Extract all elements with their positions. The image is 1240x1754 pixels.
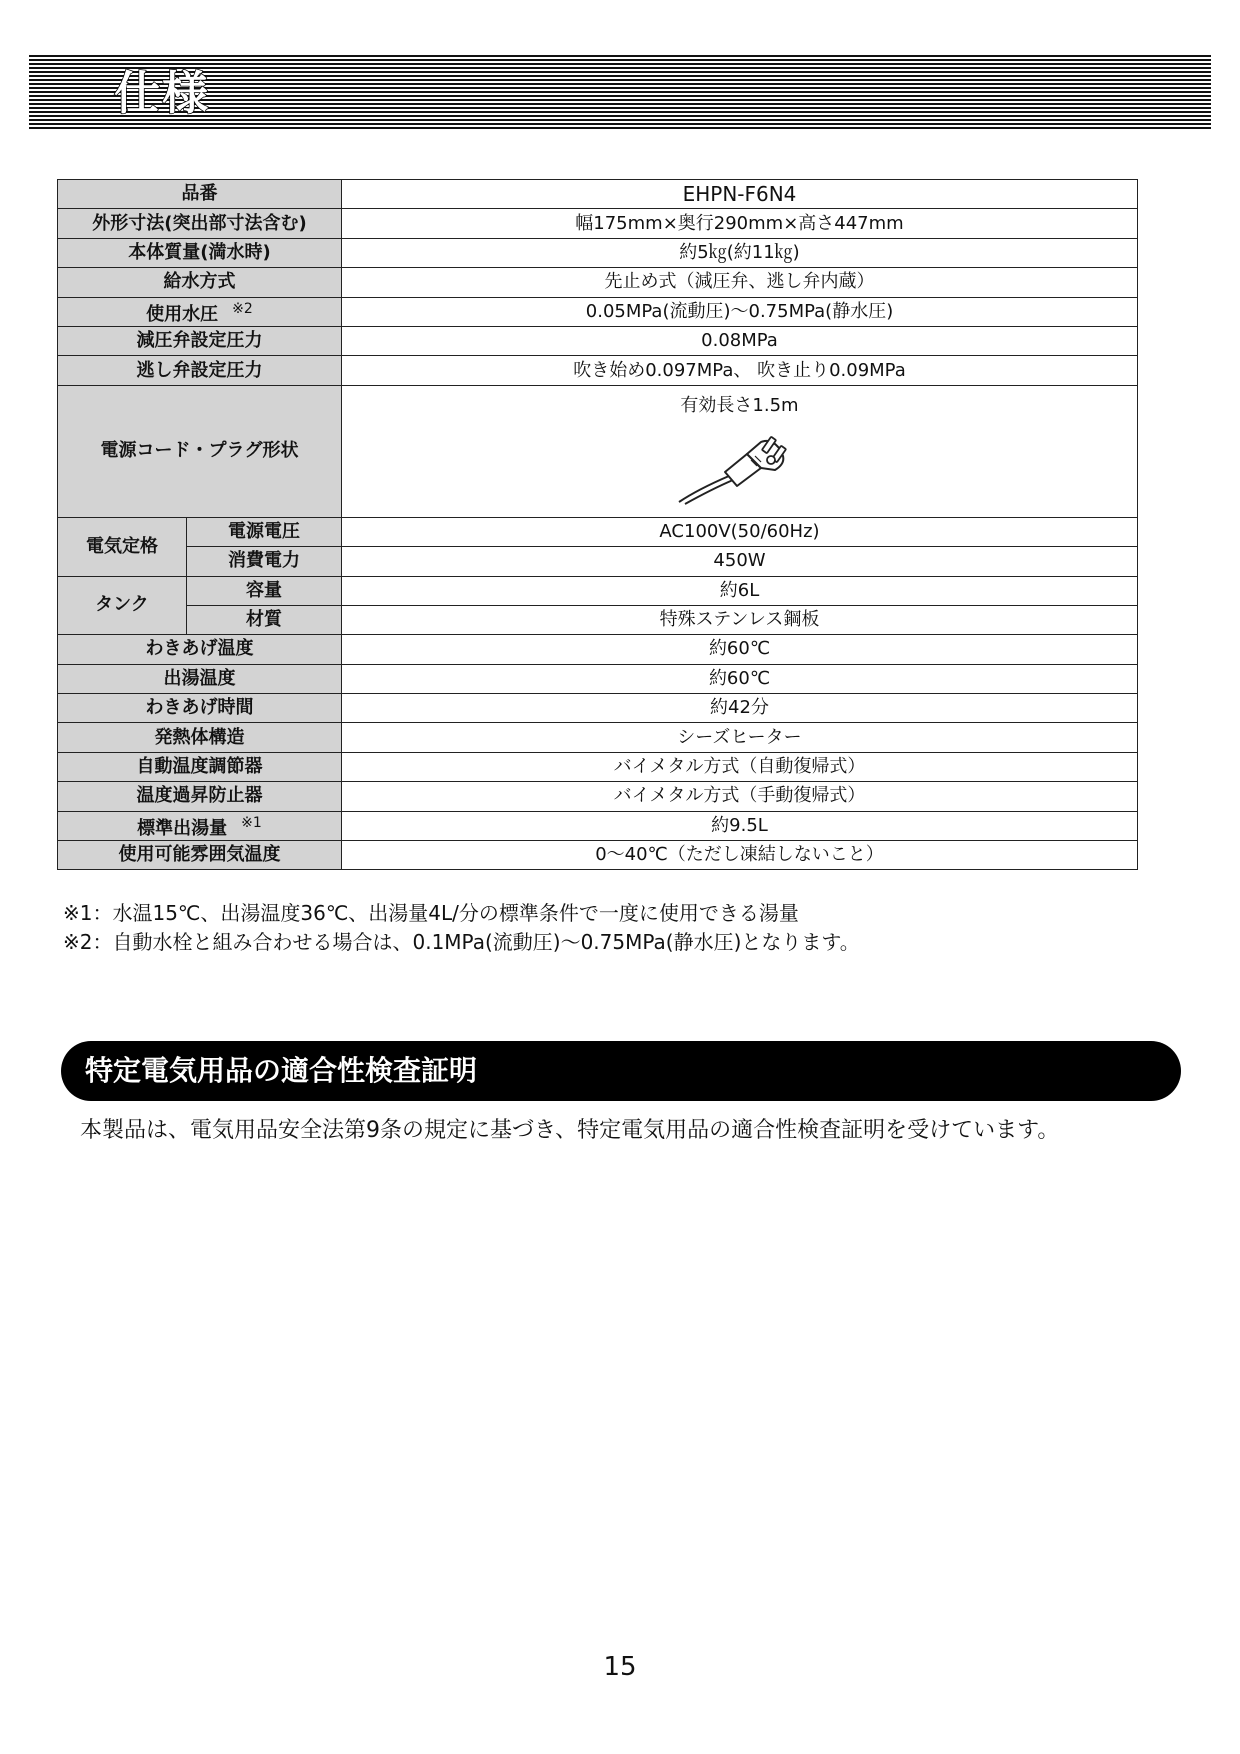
table-row — [58, 841, 1138, 870]
spec-value: 幅175mm×奥行290mm×高さ447mm — [342, 209, 1138, 238]
spec-label: 消費電力 — [187, 547, 342, 576]
certification-text: 本製品は、電気用品安全法第9条の規定に基づき、特定電気用品の適合性検査証明を受けています。 — [80, 1118, 1060, 1143]
spec-label: 本体質量(満水時) — [58, 238, 342, 267]
spec-label: 給水方式 — [58, 268, 342, 297]
spec-value: 吹き始め0.097MPa、 吹き止り0.09MPa — [342, 356, 1138, 385]
spec-label: 逃し弁設定圧力 — [58, 356, 342, 385]
section-header — [61, 1041, 1181, 1101]
spec-label: 自動温度調節器 — [58, 752, 342, 781]
spec-label — [58, 297, 342, 326]
footnotes — [63, 899, 860, 957]
spec-value: 約5㎏(約11㎏) — [342, 238, 1138, 267]
spec-value: AC100V(50/60Hz) — [342, 517, 1138, 546]
footnote: ※2：自動水栓と組み合わせる場合は、0.1MPa(流動圧)～0.75MPa(静水圧)となります。 — [63, 930, 860, 954]
spec-label — [58, 811, 342, 840]
header-banner — [29, 55, 1211, 131]
table-row — [58, 664, 1138, 693]
table-row — [58, 576, 1138, 605]
table-row — [58, 811, 1138, 840]
spec-value: バイメタル方式（手動復帰式） — [342, 782, 1138, 811]
cord-length-text: 有効長さ1.5m — [680, 394, 799, 416]
table-row — [58, 547, 1138, 576]
spec-label: わきあげ時間 — [58, 694, 342, 723]
spec-label-text: 使用水圧 — [146, 303, 219, 325]
spec-label: 電源電圧 — [187, 517, 342, 546]
spec-label: 外形寸法(突出部寸法含む) — [58, 209, 342, 238]
spec-value: EHPN-F6N4 — [342, 180, 1138, 209]
spec-value: シーズヒーター — [342, 723, 1138, 752]
spec-label: 発熱体構造 — [58, 723, 342, 752]
spec-value: 約60℃ — [342, 664, 1138, 693]
footnote: ※1：水温15℃、出湯温度36℃、出湯量4L/分の標準条件で一度に使用できる湯量 — [63, 901, 799, 925]
table-row — [58, 635, 1138, 664]
note-mark: ※1 — [241, 814, 262, 831]
table-row — [58, 385, 1138, 517]
table-row — [58, 297, 1138, 326]
spec-label-text: 標準出湯量 — [137, 817, 228, 839]
page-title: 仕様 — [114, 66, 210, 120]
table-row — [58, 326, 1138, 355]
spec-label: 温度過昇防止器 — [58, 782, 342, 811]
table-row — [58, 268, 1138, 297]
table-row — [58, 782, 1138, 811]
spec-label: 品番 — [58, 180, 342, 209]
table-row — [58, 180, 1138, 209]
note-mark: ※2 — [232, 300, 253, 317]
spec-label: 出湯温度 — [58, 664, 342, 693]
spec-value: 0.08MPa — [342, 326, 1138, 355]
section-title: 特定電気用品の適合性検査証明 — [85, 1054, 478, 1087]
spec-value: 約6L — [342, 576, 1138, 605]
spec-group-label: 電気定格 — [58, 517, 187, 576]
table-row — [58, 723, 1138, 752]
spec-value: 0.05MPa(流動圧)～0.75MPa(静水圧) — [342, 297, 1138, 326]
spec-value: 約42分 — [342, 694, 1138, 723]
table-row — [58, 356, 1138, 385]
table-row — [58, 209, 1138, 238]
table-row — [58, 694, 1138, 723]
spec-value: 0～40℃（ただし凍結しないこと） — [342, 841, 1138, 870]
page-number: 15 — [603, 1652, 637, 1682]
table-row — [58, 238, 1138, 267]
spec-value: 特殊ステンレス鋼板 — [342, 605, 1138, 634]
spec-value: バイメタル方式（自動復帰式） — [342, 752, 1138, 781]
spec-label: 電源コード・プラグ形状 — [58, 385, 342, 517]
table-row — [58, 605, 1138, 634]
spec-value: 先止め式（減圧弁、逃し弁内蔵） — [342, 268, 1138, 297]
table-row — [58, 752, 1138, 781]
spec-value: 約9.5L — [342, 811, 1138, 840]
spec-value: 約60℃ — [342, 635, 1138, 664]
spec-label: 減圧弁設定圧力 — [58, 326, 342, 355]
spec-label: 使用可能雰囲気温度 — [58, 841, 342, 870]
spec-group-label: タンク — [58, 576, 187, 635]
spec-label: 材質 — [187, 605, 342, 634]
spec-label: 容量 — [187, 576, 342, 605]
spec-value — [342, 385, 1138, 517]
spec-value: 450W — [342, 547, 1138, 576]
spec-label: わきあげ温度 — [58, 635, 342, 664]
table-row — [58, 517, 1138, 546]
plug-cord-icon — [675, 420, 805, 506]
spec-table — [57, 179, 1138, 870]
